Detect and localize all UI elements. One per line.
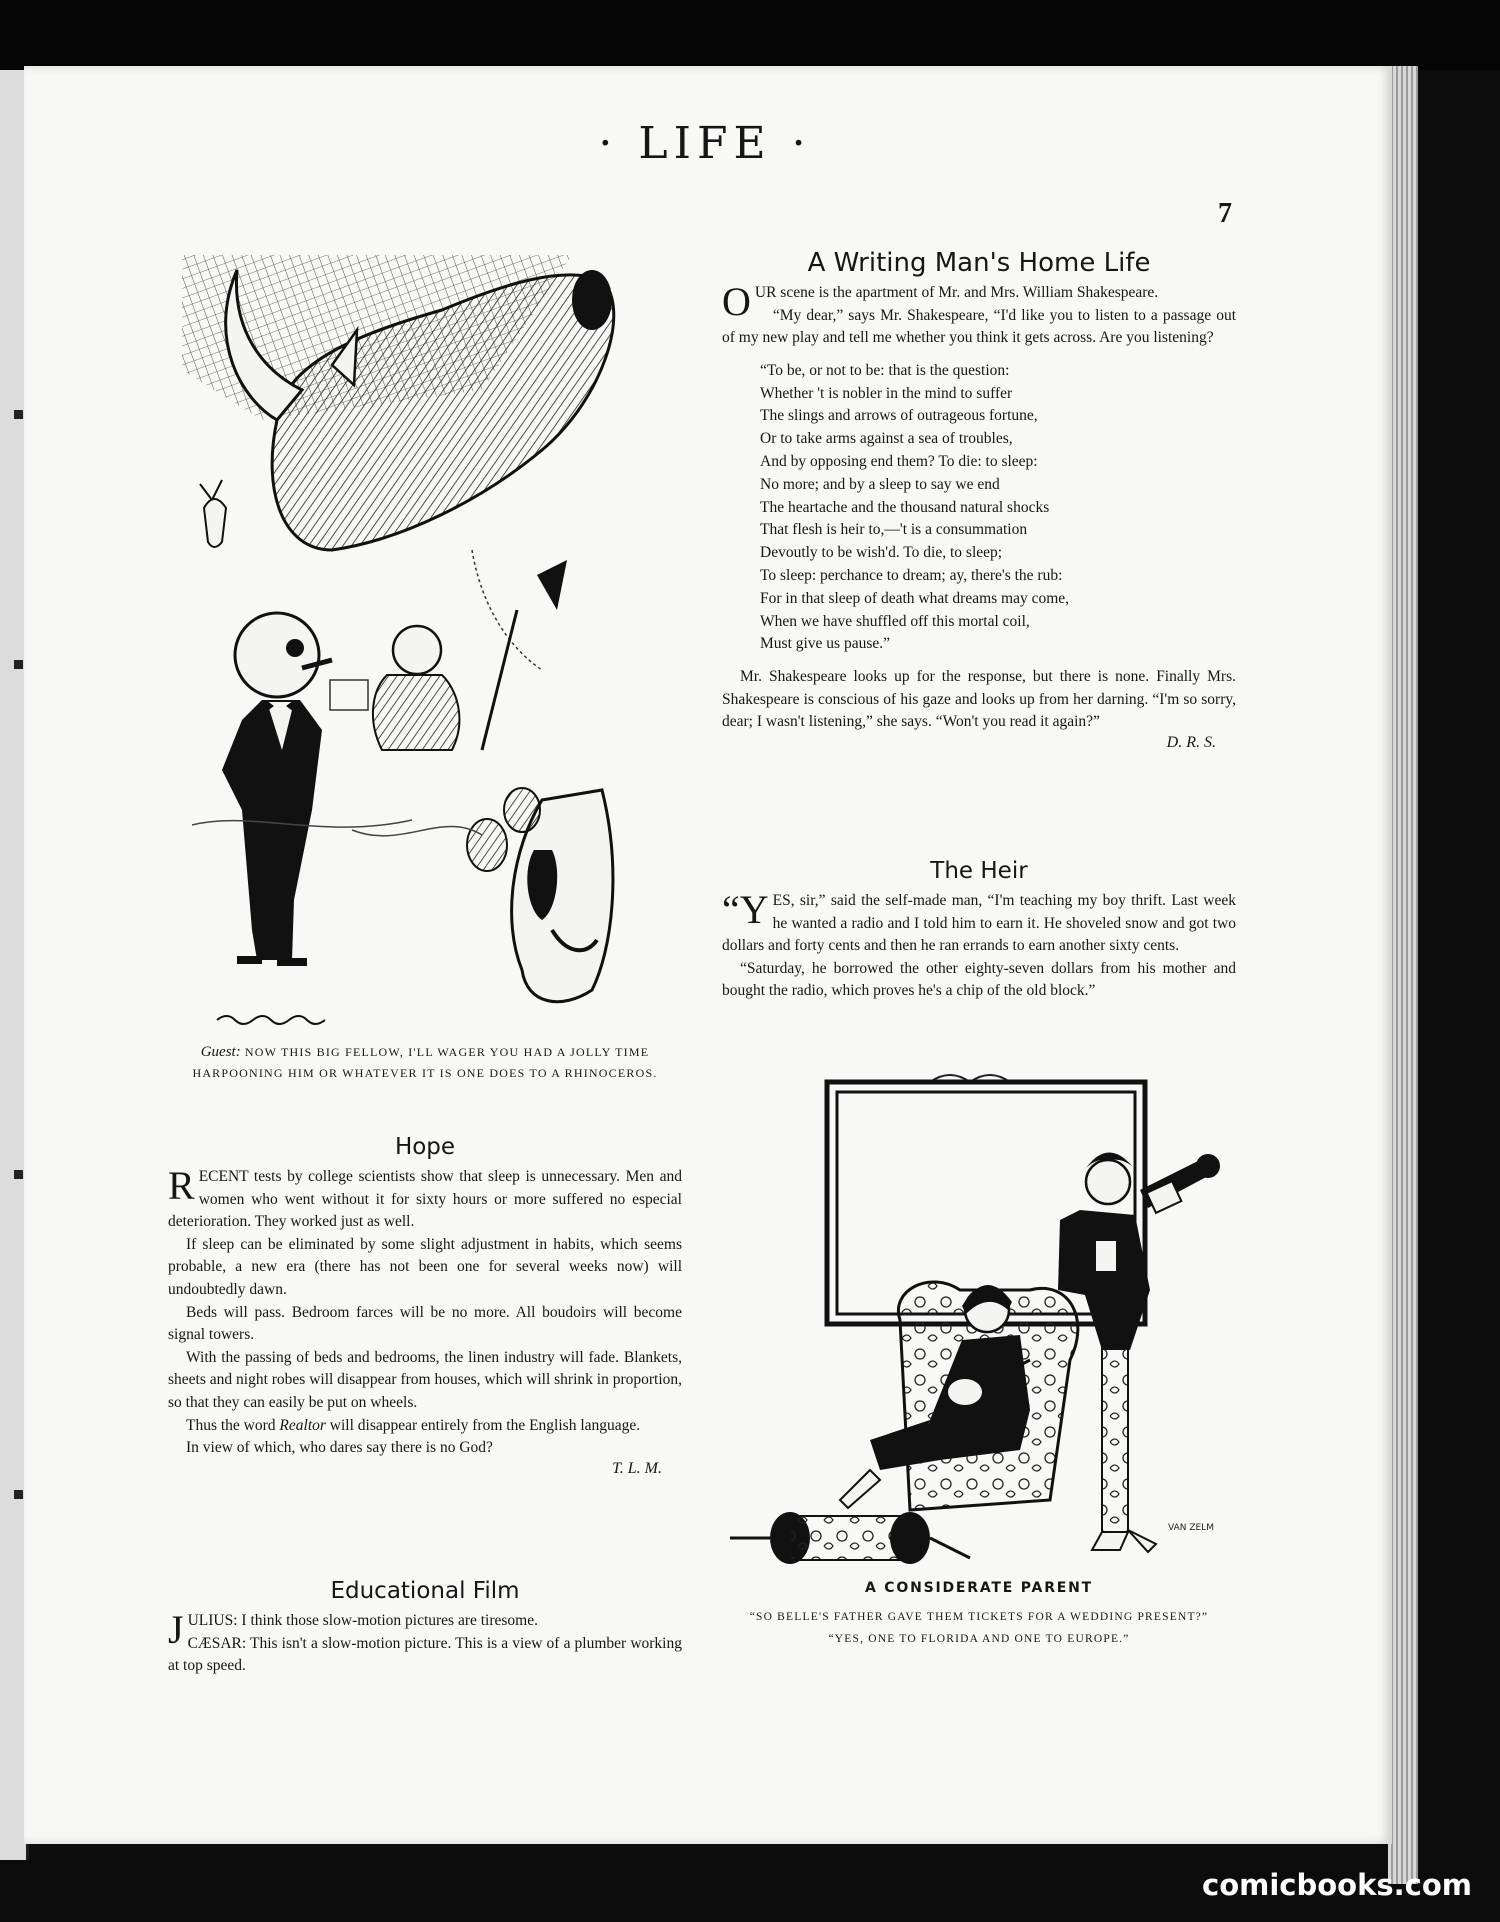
- writing-man-signature: D. R. S.: [1166, 733, 1216, 751]
- rhinoceros-cartoon: [182, 250, 682, 1040]
- caption-speaker: Guest:: [200, 1044, 241, 1060]
- writing-man-title: A Writing Man's Home Life: [807, 248, 1151, 278]
- hope-paragraph: In view of which, who dares say there is no God?: [186, 1439, 493, 1457]
- poem-line: That flesh is heir to,—'t is a consummation: [760, 521, 1028, 539]
- poem-line: Must give us pause.”: [760, 635, 891, 653]
- hope-paragraph: ECENT tests by college scientists show that sleep is unnecessary. Men and women who went without it for sixty hours or more suffered no especial deterioration. They worked just as well.: [168, 1168, 682, 1231]
- heir-title: The Heir: [930, 858, 1028, 884]
- drop-cap: R: [168, 1163, 195, 1208]
- page-number: 7: [1218, 198, 1232, 229]
- drop-cap: “Y: [722, 887, 769, 932]
- educational-film-article: [168, 1578, 682, 1678]
- binding-mark: [14, 1170, 23, 1179]
- poem-line: “To be, or not to be: that is the question:: [760, 361, 1010, 379]
- cartoon-dialogue-line: “SO BELLE'S FATHER GAVE THEM TICKETS FOR A WEDDING PRESENT?”: [749, 1611, 1209, 1623]
- considerate-parent-caption: [722, 1580, 1236, 1650]
- binding-mark: [14, 410, 23, 419]
- hamlet-soliloquy: [760, 360, 1236, 656]
- writing-man-article: [722, 248, 1236, 752]
- poem-line: The heartache and the thousand natural shocks: [760, 498, 1050, 516]
- hope-signature: T. L. M.: [612, 1459, 662, 1477]
- poem-line: Devoutly to be wish'd. To die, to sleep;: [760, 544, 1003, 562]
- poem-line: Whether 't is nobler in the mind to suffer: [760, 384, 1013, 402]
- writing-man-paragraph: “My dear,” says Mr. Shakespeare, “I'd like you to listen to a passage out of my new play and tell me whether you think it gets across. Are you listening?: [722, 306, 1236, 347]
- hope-body: [168, 1163, 683, 1460]
- educational-body: JULIUS: I think those slow-motion pictures are tiresome. CÆSAR: This isn't a slow-motion picture. This is a view of a plumber working at top speed.: [168, 1607, 682, 1675]
- drop-cap: J: [168, 1607, 184, 1652]
- cartoon-title: A CONSIDERATE PARENT: [864, 1580, 1093, 1596]
- cartoon-dialogue-line: “YES, ONE TO FLORIDA AND ONE TO EUROPE.”: [828, 1633, 1130, 1645]
- rhino-caption: [165, 1042, 685, 1084]
- writing-man-paragraph: Mr. Shakespeare looks up for the response, but there is none. Finally Mrs. Shakespeare is conscious of his gaze and looks up from her darning. “I'm so sorry, dear; I wasn't listening,” she says. “Won't you read it again?”: [722, 668, 1236, 731]
- artist-signature: VAN ZELM: [1168, 1523, 1214, 1533]
- hope-title: Hope: [394, 1134, 456, 1160]
- hope-realtor-paragraph: Thus the word Realtor will disappear entirely from the English language.: [186, 1416, 641, 1434]
- hope-article: [168, 1134, 682, 1478]
- poem-line: No more; and by a sleep to say we end: [760, 475, 1000, 493]
- poem-line: For in that sleep of death what dreams may come,: [760, 589, 1070, 607]
- poem-line: And by opposing end them? To die: to sleep:: [760, 452, 1038, 470]
- hope-paragraph: Beds will pass. Bedroom farces will be no more. All boudoirs will become signal towers.: [168, 1303, 682, 1344]
- binding-mark: [14, 1490, 23, 1499]
- caption-text: NOW THIS BIG FELLOW, I'LL WAGER YOU HAD A JOLLY TIME HARPOONING HIM OR WHATEVER IT IS ONE DOES TO A RHINOCEROS.: [192, 1045, 658, 1080]
- binding-mark: [14, 660, 23, 669]
- heir-body: “YES, sir,” said the self-made man, “I'm teaching my boy thrift. Last week he wanted a radio and I told him to earn it. He shoveled snow and got two dollars and forty cents and then he ran errands to earn another sixty cents. “Saturday, he borrowed the other eighty-seven dollars from his mother and bought the radio, which proves he's a chip of the old block.”: [722, 890, 1236, 1003]
- drop-cap: O: [722, 279, 751, 324]
- poem-line: The slings and arrows of outrageous fortune,: [760, 407, 1038, 425]
- hope-paragraph: With the passing of beds and bedrooms, the linen industry will fade. Blankets, sheets and night robes will disappear from houses, which will shrink in proportion, so that they can easily be put on wheels.: [168, 1348, 683, 1411]
- page-stack-edge: [1388, 66, 1418, 1884]
- heir-article: [722, 858, 1236, 1003]
- writing-man-body: OUR scene is the apartment of Mr. and Mrs. William Shakespeare. “My dear,” says Mr. Shakespeare, “I'd like you to listen to a passage out of my new play and tell me whether you think it gets across. Are you listening?: [722, 282, 1236, 350]
- educational-title: Educational Film: [330, 1578, 520, 1604]
- poem-line: When we have shuffled off this mortal coil,: [760, 612, 1030, 630]
- watermark: comicbooks.com: [1202, 1868, 1472, 1902]
- poem-line: To sleep: perchance to dream; ay, there's the rub:: [760, 566, 1063, 584]
- scan-top-border: [0, 0, 1500, 70]
- magazine-header: · LIFE ·: [598, 118, 812, 169]
- poem-line: Or to take arms against a sea of troubles,: [760, 430, 1013, 448]
- heir-paragraph: “Saturday, he borrowed the other eighty-seven dollars from his mother and bought the radio, which proves he's a chip of the old block.”: [722, 959, 1236, 1000]
- considerate-parent-cartoon: [730, 1060, 1230, 1580]
- hope-paragraph: If sleep can be eliminated by some slight adjustment in habits, which seems probable, a new era (there has not been one for several weeks now) will undoubtedly dawn.: [168, 1235, 682, 1298]
